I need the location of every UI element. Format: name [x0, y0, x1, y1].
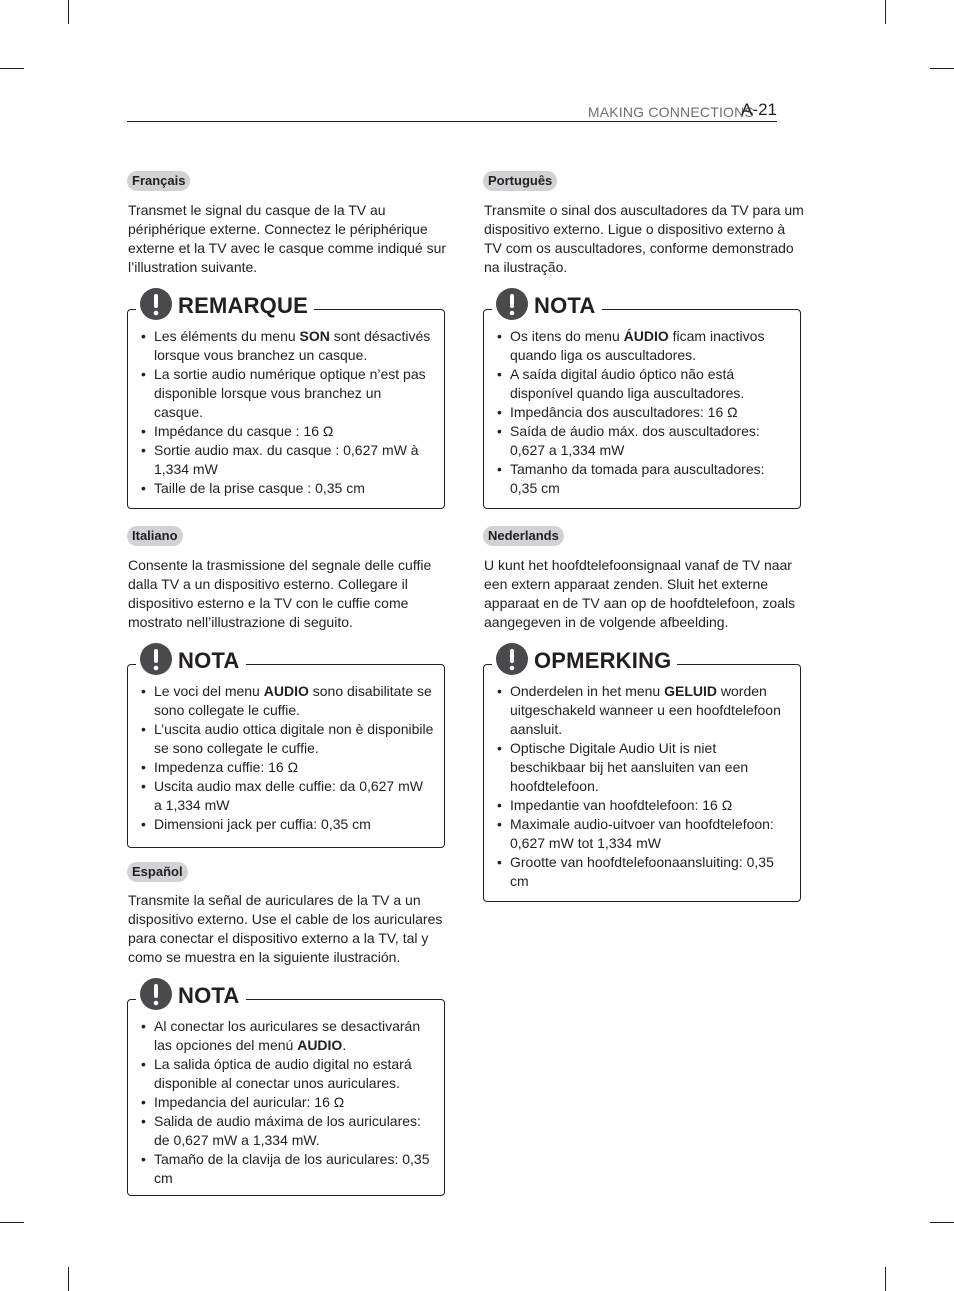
note-header — [136, 640, 246, 678]
note-list — [128, 1000, 444, 1188]
note-list-item — [154, 1017, 434, 1055]
item-text: Optische Digitale Audio Uit is niet beschikbaar bij het aansluiten van een hoofdtelefoon. — [510, 740, 749, 794]
item-text: Impedância dos auscultadores: 16 Ω — [510, 404, 738, 420]
note-header — [492, 640, 677, 678]
menu-name: ÁUDIO — [623, 328, 669, 344]
item-text: Os itens do menu — [510, 328, 624, 344]
note-list-item — [510, 403, 790, 422]
note-list-item — [154, 479, 434, 498]
note-list-item — [510, 422, 790, 460]
note-list-item — [510, 853, 790, 891]
item-text: Impedenza cuffie: 16 Ω — [154, 759, 299, 775]
note-title: REMARQUE — [178, 293, 308, 318]
note-box — [127, 648, 445, 848]
note-list-item — [154, 1150, 434, 1188]
note-box — [483, 293, 801, 509]
note-header — [136, 975, 246, 1013]
note-list — [128, 310, 444, 498]
item-text: sont désactivés lorsque vous branchez un casque. — [154, 328, 431, 363]
item-text: Salida de audio máxima de los auriculares: de 0,627 mW a 1,334 mW. — [154, 1113, 421, 1148]
exclamation-icon — [140, 288, 172, 320]
item-text: Onderdelen in het menu — [510, 683, 665, 699]
crop-mark — [885, 0, 886, 24]
section-description: Transmite o sinal dos auscultadores da TV para um dispositivo externo. Ligue o dispositivo externo à TV com os auscultadores, conforme demonstrado na ilustração. — [484, 202, 804, 275]
item-text: Tamaño de la clavija de los auriculares: 0,35 cm — [154, 1151, 430, 1186]
note-list-item — [510, 365, 790, 403]
language-badge: Italiano — [127, 526, 183, 546]
header-rule — [127, 121, 777, 122]
item-text: . — [342, 1037, 347, 1053]
note-title: OPMERKING — [534, 648, 672, 673]
note-list-item — [154, 365, 434, 422]
note-list-item — [510, 460, 790, 498]
item-text: Tamanho da tomada para auscultadores: 0,35 cm — [510, 461, 765, 496]
note-title: NOTA — [178, 983, 240, 1008]
note-list-item — [154, 327, 434, 365]
note-list-item — [510, 815, 790, 853]
language-badge: Français — [127, 171, 190, 191]
item-text: Les éléments du menu — [154, 328, 300, 344]
exclamation-icon — [496, 643, 528, 675]
language-badge: Português — [483, 171, 557, 191]
item-text: sono disabilitate se sono collegate le cuffie. — [154, 683, 432, 718]
note-list — [484, 665, 800, 891]
item-text: Impédance du casque : 16 Ω — [154, 423, 334, 439]
item-text: L’uscita audio ottica digitale non è disponibile se sono collegate le cuffie. — [154, 721, 434, 756]
note-list-item — [510, 796, 790, 815]
note-list-item — [154, 422, 434, 441]
language-badge: Nederlands — [483, 526, 564, 546]
item-text: Grootte van hoofdtelefoonaansluiting: 0,35 cm — [510, 854, 774, 889]
note-list-item — [154, 1093, 434, 1112]
note-list-item — [154, 758, 434, 777]
note-box — [127, 983, 445, 1196]
note-list-item — [154, 777, 434, 815]
section-description: U kunt het hoofdtelefoonsignaal vanaf de TV naar een extern apparaat zenden. Sluit het externe apparaat en de TV aan op de hoofdtelefoon, zoals aangegeven in de volgende afbeelding. — [484, 557, 796, 630]
item-text: La sortie audio numérique optique n’est pas disponible lorsque vous branchez un casque. — [154, 366, 426, 420]
menu-name: AUDIO — [297, 1037, 343, 1053]
item-text: Le voci del menu — [154, 683, 264, 699]
menu-name: AUDIO — [263, 683, 309, 699]
crop-mark — [68, 1267, 69, 1291]
note-box — [127, 293, 445, 509]
item-text: Al conectar los auriculares se desactivarán las opciones del menú — [154, 1018, 421, 1053]
item-text: A saída digital áudio óptico não está disponível quando liga auscultadores. — [510, 366, 745, 401]
item-text: worden uitgeschakeld wanneer u een hoofdtelefoon aansluit. — [510, 683, 781, 737]
item-text: Taille de la prise casque : 0,35 cm — [154, 480, 365, 496]
section-description: Transmet le signal du casque de la TV au périphérique externe. Connectez le périphérique externe et la TV avec le casque comme indiqué sur l’illustration suivante. — [128, 202, 447, 275]
crop-mark — [930, 68, 954, 69]
item-text: ficam inactivos quando liga os auscultadores. — [510, 328, 765, 363]
menu-name: GELUID — [664, 683, 717, 699]
item-text: Impedantie van hoofdtelefoon: 16 Ω — [510, 797, 733, 813]
note-list-item — [154, 720, 434, 758]
item-text: Sortie audio max. du casque : 0,627 mW à 1,334 mW — [154, 442, 419, 477]
note-list-item — [510, 682, 790, 739]
page-header — [127, 100, 777, 122]
crop-mark — [930, 1222, 954, 1223]
item-text: Maximale audio-uitvoer van hoofdtelefoon: 0,627 mW tot 1,334 mW — [510, 816, 774, 851]
item-text: Saída de áudio máx. dos auscultadores: 0,627 a 1,334 mW — [510, 423, 760, 458]
exclamation-icon — [140, 643, 172, 675]
section-description: Consente la trasmissione del segnale delle cuffie dalla TV a un dispositivo esterno. Collegare il dispositivo esterno e la TV con le cuffie come mostrato nell’illustrazione di seguito. — [128, 557, 432, 630]
crop-mark — [0, 68, 24, 69]
crop-mark — [0, 1222, 24, 1223]
item-text: Dimensioni jack per cuffia: 0,35 cm — [154, 816, 371, 832]
note-list-item — [510, 327, 790, 365]
note-list-item — [154, 1055, 434, 1093]
crop-mark — [885, 1267, 886, 1291]
note-list-item — [154, 682, 434, 720]
note-list-item — [154, 441, 434, 479]
crop-mark — [68, 0, 69, 24]
note-header — [136, 285, 314, 323]
header-section-title: MAKING CONNECTIONS — [587, 104, 754, 120]
note-title: NOTA — [178, 648, 240, 673]
exclamation-icon — [496, 288, 528, 320]
note-box — [483, 648, 801, 902]
language-badge: Español — [127, 862, 188, 882]
item-text: Uscita audio max delle cuffie: da 0,627 mW a 1,334 mW — [154, 778, 423, 813]
note-list — [484, 310, 800, 498]
note-list-item — [154, 1112, 434, 1150]
exclamation-icon — [140, 978, 172, 1010]
note-list-item — [154, 815, 434, 834]
item-text: La salida óptica de audio digital no estará disponible al conectar unos auriculares. — [154, 1056, 412, 1091]
section-description: Transmite la señal de auriculares de la TV a un dispositivo externo. Use el cable de los auriculares para conectar el dispositivo externo a la TV, tal y como se muestra en la siguiente ilustración. — [128, 892, 443, 965]
page-number: A-21 — [741, 100, 777, 119]
menu-name: SON — [299, 328, 330, 344]
note-header — [492, 285, 602, 323]
item-text: Impedancia del auricular: 16 Ω — [154, 1094, 345, 1110]
note-list — [128, 665, 444, 834]
note-title: NOTA — [534, 293, 596, 318]
note-list-item — [510, 739, 790, 796]
